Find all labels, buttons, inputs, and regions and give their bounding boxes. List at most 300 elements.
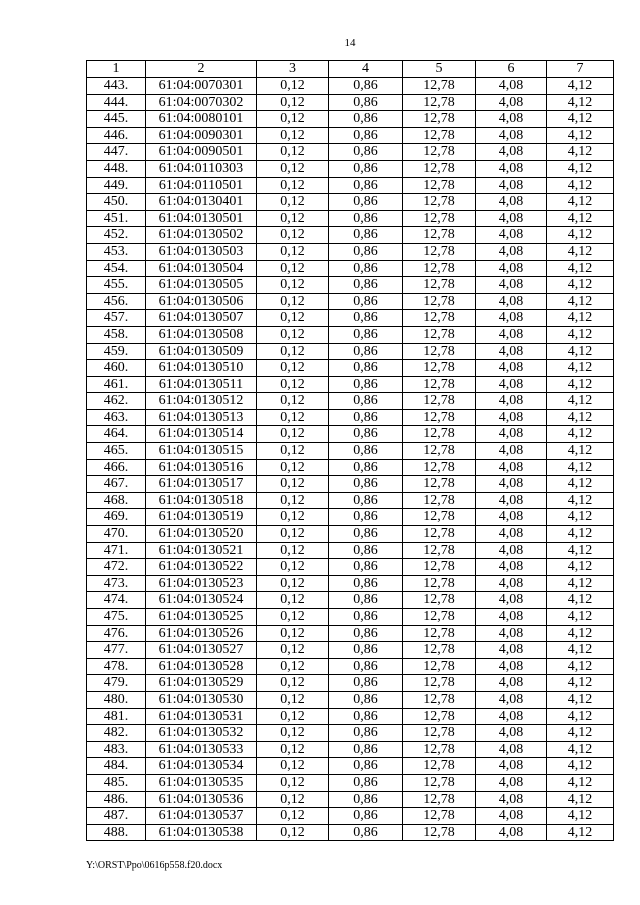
table-cell: 12,78 xyxy=(403,194,476,211)
table-row xyxy=(87,78,614,95)
table-cell: 12,78 xyxy=(403,708,476,725)
table-cell: 0,12 xyxy=(257,708,329,725)
table-cell: 0,12 xyxy=(257,393,329,410)
table-cell: 461. xyxy=(87,376,146,393)
table-row xyxy=(87,227,614,244)
table-cell: 12,78 xyxy=(403,509,476,526)
table-cell: 4,08 xyxy=(476,277,547,294)
table-cell: 4,12 xyxy=(547,376,614,393)
data-table xyxy=(86,60,614,841)
table-cell: 4,08 xyxy=(476,691,547,708)
table-cell: 12,78 xyxy=(403,691,476,708)
table-cell: 0,86 xyxy=(329,177,403,194)
table-cell: 0,86 xyxy=(329,277,403,294)
table-cell: 4,12 xyxy=(547,625,614,642)
table-row xyxy=(87,824,614,841)
table-cell: 12,78 xyxy=(403,94,476,111)
table-cell: 4,08 xyxy=(476,625,547,642)
table-cell: 61:04:0080101 xyxy=(146,111,257,128)
table-cell: 12,78 xyxy=(403,824,476,841)
table-row xyxy=(87,111,614,128)
table-cell: 0,86 xyxy=(329,94,403,111)
table-cell: 12,78 xyxy=(403,376,476,393)
table-cell: 0,86 xyxy=(329,741,403,758)
table-cell: 0,86 xyxy=(329,144,403,161)
table-cell: 4,08 xyxy=(476,741,547,758)
table-cell: 12,78 xyxy=(403,542,476,559)
table-cell: 12,78 xyxy=(403,675,476,692)
table-cell: 61:04:0130510 xyxy=(146,360,257,377)
table-cell: 0,86 xyxy=(329,443,403,460)
table-cell: 0,12 xyxy=(257,509,329,526)
table-cell: 0,12 xyxy=(257,609,329,626)
table-cell: 4,12 xyxy=(547,443,614,460)
table-cell: 0,86 xyxy=(329,343,403,360)
table-cell: 477. xyxy=(87,642,146,659)
table-cell: 4,08 xyxy=(476,343,547,360)
table-cell: 12,78 xyxy=(403,592,476,609)
table-cell: 0,12 xyxy=(257,625,329,642)
table-cell: 4,12 xyxy=(547,542,614,559)
table-cell: 465. xyxy=(87,443,146,460)
table-cell: 12,78 xyxy=(403,526,476,543)
table-cell: 12,78 xyxy=(403,409,476,426)
column-header: 1 xyxy=(87,61,146,78)
table-cell: 463. xyxy=(87,409,146,426)
table-row xyxy=(87,443,614,460)
table-cell: 0,12 xyxy=(257,194,329,211)
table-cell: 12,78 xyxy=(403,111,476,128)
table-row xyxy=(87,360,614,377)
table-cell: 4,08 xyxy=(476,774,547,791)
table-cell: 0,12 xyxy=(257,575,329,592)
table-cell: 4,12 xyxy=(547,708,614,725)
table-header xyxy=(87,61,614,78)
table-cell: 12,78 xyxy=(403,277,476,294)
table-cell: 61:04:0130526 xyxy=(146,625,257,642)
table-cell: 12,78 xyxy=(403,310,476,327)
table-cell: 0,12 xyxy=(257,758,329,775)
table-cell: 486. xyxy=(87,791,146,808)
table-cell: 455. xyxy=(87,277,146,294)
table-cell: 4,12 xyxy=(547,609,614,626)
table-cell: 61:04:0130514 xyxy=(146,426,257,443)
table-cell: 4,12 xyxy=(547,774,614,791)
table-cell: 61:04:0130524 xyxy=(146,592,257,609)
table-cell: 4,08 xyxy=(476,376,547,393)
table-cell: 4,08 xyxy=(476,642,547,659)
table-cell: 12,78 xyxy=(403,177,476,194)
table-cell: 61:04:0070301 xyxy=(146,78,257,95)
table-cell: 4,08 xyxy=(476,127,547,144)
table-cell: 4,12 xyxy=(547,476,614,493)
table-row xyxy=(87,542,614,559)
table-row xyxy=(87,409,614,426)
table-cell: 4,12 xyxy=(547,808,614,825)
table-cell: 4,12 xyxy=(547,758,614,775)
table-row xyxy=(87,260,614,277)
table-cell: 4,08 xyxy=(476,210,547,227)
table-cell: 0,86 xyxy=(329,609,403,626)
table-cell: 0,86 xyxy=(329,725,403,742)
table-cell: 0,12 xyxy=(257,559,329,576)
table-cell: 61:04:0130516 xyxy=(146,459,257,476)
table-cell: 0,86 xyxy=(329,675,403,692)
table-cell: 4,08 xyxy=(476,443,547,460)
table-cell: 467. xyxy=(87,476,146,493)
table-row xyxy=(87,658,614,675)
table-cell: 4,08 xyxy=(476,658,547,675)
table-cell: 0,12 xyxy=(257,78,329,95)
table-cell: 4,08 xyxy=(476,310,547,327)
table-cell: 61:04:0130518 xyxy=(146,492,257,509)
table-cell: 472. xyxy=(87,559,146,576)
table-cell: 12,78 xyxy=(403,741,476,758)
table-cell: 4,12 xyxy=(547,127,614,144)
table-cell: 0,12 xyxy=(257,592,329,609)
table-row xyxy=(87,675,614,692)
table-cell: 0,86 xyxy=(329,243,403,260)
table-cell: 0,12 xyxy=(257,94,329,111)
table-cell: 451. xyxy=(87,210,146,227)
table-cell: 0,86 xyxy=(329,808,403,825)
table-row xyxy=(87,691,614,708)
table-row xyxy=(87,725,614,742)
table-cell: 4,12 xyxy=(547,675,614,692)
table-cell: 4,12 xyxy=(547,243,614,260)
column-header: 7 xyxy=(547,61,614,78)
table-cell: 0,86 xyxy=(329,127,403,144)
table-cell: 4,12 xyxy=(547,509,614,526)
table-cell: 0,86 xyxy=(329,393,403,410)
table-cell: 12,78 xyxy=(403,127,476,144)
table-cell: 0,12 xyxy=(257,774,329,791)
table-row xyxy=(87,393,614,410)
table-cell: 0,86 xyxy=(329,227,403,244)
table-cell: 469. xyxy=(87,509,146,526)
table-cell: 4,08 xyxy=(476,78,547,95)
table-cell: 61:04:0090501 xyxy=(146,144,257,161)
table-row xyxy=(87,791,614,808)
table-cell: 0,12 xyxy=(257,791,329,808)
table-cell: 0,12 xyxy=(257,227,329,244)
table-cell: 0,12 xyxy=(257,243,329,260)
table-cell: 61:04:0130511 xyxy=(146,376,257,393)
table-cell: 4,12 xyxy=(547,227,614,244)
table-cell: 61:04:0110303 xyxy=(146,160,257,177)
column-header: 6 xyxy=(476,61,547,78)
table-cell: 0,12 xyxy=(257,476,329,493)
page-number: 14 xyxy=(344,37,356,49)
table-cell: 4,08 xyxy=(476,409,547,426)
table-cell: 0,86 xyxy=(329,509,403,526)
table-cell: 0,86 xyxy=(329,160,403,177)
table-cell: 450. xyxy=(87,194,146,211)
table-cell: 4,08 xyxy=(476,725,547,742)
table-row xyxy=(87,144,614,161)
table-cell: 0,86 xyxy=(329,642,403,659)
table-cell: 61:04:0130509 xyxy=(146,343,257,360)
table-cell: 0,12 xyxy=(257,144,329,161)
table-row xyxy=(87,376,614,393)
table-cell: 456. xyxy=(87,293,146,310)
table-cell: 447. xyxy=(87,144,146,161)
table-cell: 4,12 xyxy=(547,459,614,476)
table-cell: 4,12 xyxy=(547,78,614,95)
table-cell: 12,78 xyxy=(403,808,476,825)
table-cell: 12,78 xyxy=(403,758,476,775)
table-cell: 4,12 xyxy=(547,343,614,360)
table-cell: 4,12 xyxy=(547,111,614,128)
table-cell: 61:04:0130523 xyxy=(146,575,257,592)
table-cell: 0,86 xyxy=(329,658,403,675)
table-cell: 0,12 xyxy=(257,691,329,708)
table-cell: 485. xyxy=(87,774,146,791)
table-cell: 4,12 xyxy=(547,526,614,543)
table-cell: 61:04:0070302 xyxy=(146,94,257,111)
table-cell: 474. xyxy=(87,592,146,609)
table-cell: 0,86 xyxy=(329,409,403,426)
table-cell: 481. xyxy=(87,708,146,725)
table-cell: 61:04:0130536 xyxy=(146,791,257,808)
table-cell: 61:04:0110501 xyxy=(146,177,257,194)
table-row xyxy=(87,575,614,592)
table-row xyxy=(87,277,614,294)
table-cell: 0,86 xyxy=(329,476,403,493)
table-cell: 4,08 xyxy=(476,559,547,576)
table-cell: 61:04:0130513 xyxy=(146,409,257,426)
table-cell: 12,78 xyxy=(403,609,476,626)
table-cell: 0,12 xyxy=(257,310,329,327)
table-cell: 4,12 xyxy=(547,492,614,509)
table-cell: 0,86 xyxy=(329,791,403,808)
table-row xyxy=(87,177,614,194)
table-cell: 0,12 xyxy=(257,642,329,659)
table-cell: 0,12 xyxy=(257,725,329,742)
table-cell: 61:04:0130532 xyxy=(146,725,257,742)
table-cell: 4,08 xyxy=(476,94,547,111)
table-cell: 61:04:0130508 xyxy=(146,326,257,343)
table-cell: 12,78 xyxy=(403,725,476,742)
table-cell: 0,12 xyxy=(257,177,329,194)
table-cell: 4,08 xyxy=(476,293,547,310)
table-cell: 12,78 xyxy=(403,625,476,642)
table-cell: 4,08 xyxy=(476,791,547,808)
table-cell: 0,86 xyxy=(329,194,403,211)
table-cell: 0,86 xyxy=(329,559,403,576)
table-cell: 0,86 xyxy=(329,426,403,443)
table-cell: 61:04:0130507 xyxy=(146,310,257,327)
table-cell: 61:04:0130534 xyxy=(146,758,257,775)
table-cell: 61:04:0090301 xyxy=(146,127,257,144)
table-cell: 0,12 xyxy=(257,293,329,310)
table-cell: 61:04:0130515 xyxy=(146,443,257,460)
table-row xyxy=(87,642,614,659)
table-cell: 4,12 xyxy=(547,725,614,742)
table-cell: 12,78 xyxy=(403,243,476,260)
table-cell: 61:04:0130519 xyxy=(146,509,257,526)
table-row xyxy=(87,559,614,576)
table-cell: 12,78 xyxy=(403,227,476,244)
table-cell: 4,08 xyxy=(476,393,547,410)
table-cell: 473. xyxy=(87,575,146,592)
table-cell: 4,08 xyxy=(476,476,547,493)
table-cell: 4,12 xyxy=(547,360,614,377)
table-cell: 480. xyxy=(87,691,146,708)
table-cell: 61:04:0130506 xyxy=(146,293,257,310)
table-cell: 4,12 xyxy=(547,160,614,177)
table-cell: 61:04:0130525 xyxy=(146,609,257,626)
table-cell: 4,12 xyxy=(547,210,614,227)
table-row xyxy=(87,758,614,775)
table-cell: 12,78 xyxy=(403,476,476,493)
table-cell: 478. xyxy=(87,658,146,675)
table-cell: 12,78 xyxy=(403,393,476,410)
table-cell: 0,86 xyxy=(329,260,403,277)
table-row xyxy=(87,741,614,758)
table-cell: 476. xyxy=(87,625,146,642)
table-cell: 4,08 xyxy=(476,708,547,725)
table-cell: 0,86 xyxy=(329,708,403,725)
table-cell: 468. xyxy=(87,492,146,509)
table-cell: 0,12 xyxy=(257,277,329,294)
table-cell: 459. xyxy=(87,343,146,360)
table-cell: 444. xyxy=(87,94,146,111)
table-cell: 452. xyxy=(87,227,146,244)
table-cell: 4,08 xyxy=(476,808,547,825)
table-cell: 479. xyxy=(87,675,146,692)
table-cell: 0,86 xyxy=(329,326,403,343)
table-cell: 0,86 xyxy=(329,293,403,310)
table-cell: 443. xyxy=(87,78,146,95)
table-cell: 0,12 xyxy=(257,376,329,393)
table-cell: 484. xyxy=(87,758,146,775)
table-cell: 12,78 xyxy=(403,791,476,808)
table-cell: 488. xyxy=(87,824,146,841)
column-header: 5 xyxy=(403,61,476,78)
table-cell: 471. xyxy=(87,542,146,559)
table-cell: 4,08 xyxy=(476,160,547,177)
table-cell: 4,12 xyxy=(547,326,614,343)
table-cell: 4,12 xyxy=(547,592,614,609)
table-cell: 4,08 xyxy=(476,111,547,128)
table-cell: 0,12 xyxy=(257,426,329,443)
table-cell: 0,12 xyxy=(257,526,329,543)
table-row xyxy=(87,708,614,725)
column-header: 4 xyxy=(329,61,403,78)
table-cell: 0,86 xyxy=(329,824,403,841)
table-row xyxy=(87,526,614,543)
table-cell: 4,12 xyxy=(547,94,614,111)
table-cell: 0,86 xyxy=(329,360,403,377)
table-cell: 4,08 xyxy=(476,326,547,343)
table-cell: 0,12 xyxy=(257,459,329,476)
table-cell: 4,12 xyxy=(547,559,614,576)
table-row xyxy=(87,459,614,476)
table-cell: 12,78 xyxy=(403,774,476,791)
table-cell: 12,78 xyxy=(403,326,476,343)
table-cell: 12,78 xyxy=(403,260,476,277)
table-cell: 4,12 xyxy=(547,691,614,708)
table-cell: 487. xyxy=(87,808,146,825)
table-cell: 4,08 xyxy=(476,575,547,592)
table-cell: 4,12 xyxy=(547,575,614,592)
table-cell: 4,12 xyxy=(547,177,614,194)
table-cell: 475. xyxy=(87,609,146,626)
table-cell: 12,78 xyxy=(403,360,476,377)
table-cell: 61:04:0130505 xyxy=(146,277,257,294)
table-cell: 12,78 xyxy=(403,658,476,675)
table-cell: 0,86 xyxy=(329,111,403,128)
table-cell: 61:04:0130535 xyxy=(146,774,257,791)
table-row xyxy=(87,210,614,227)
table-cell: 0,12 xyxy=(257,824,329,841)
table-cell: 0,86 xyxy=(329,758,403,775)
table-cell: 4,08 xyxy=(476,824,547,841)
table-cell: 4,08 xyxy=(476,260,547,277)
table-row xyxy=(87,426,614,443)
table-cell: 12,78 xyxy=(403,160,476,177)
table-cell: 464. xyxy=(87,426,146,443)
table-cell: 0,12 xyxy=(257,658,329,675)
table-cell: 4,12 xyxy=(547,642,614,659)
table-cell: 61:04:0130531 xyxy=(146,708,257,725)
table-cell: 4,12 xyxy=(547,393,614,410)
table-cell: 4,12 xyxy=(547,144,614,161)
table-cell: 12,78 xyxy=(403,575,476,592)
table-cell: 0,86 xyxy=(329,774,403,791)
table-row xyxy=(87,194,614,211)
table-cell: 0,12 xyxy=(257,210,329,227)
table-row xyxy=(87,343,614,360)
table-cell: 0,12 xyxy=(257,675,329,692)
table-cell: 4,12 xyxy=(547,293,614,310)
table-cell: 0,86 xyxy=(329,492,403,509)
table-cell: 0,12 xyxy=(257,343,329,360)
table-row xyxy=(87,808,614,825)
table-cell: 4,08 xyxy=(476,177,547,194)
table-cell: 0,12 xyxy=(257,326,329,343)
table-cell: 0,12 xyxy=(257,808,329,825)
table-cell: 61:04:0130504 xyxy=(146,260,257,277)
table-cell: 12,78 xyxy=(403,459,476,476)
table-cell: 12,78 xyxy=(403,443,476,460)
table-cell: 61:04:0130527 xyxy=(146,642,257,659)
table-cell: 12,78 xyxy=(403,293,476,310)
table-row xyxy=(87,609,614,626)
table-cell: 482. xyxy=(87,725,146,742)
table-cell: 61:04:0130530 xyxy=(146,691,257,708)
table-cell: 453. xyxy=(87,243,146,260)
table-cell: 462. xyxy=(87,393,146,410)
table-cell: 61:04:0130501 xyxy=(146,210,257,227)
table-header-row xyxy=(87,61,614,78)
table-cell: 483. xyxy=(87,741,146,758)
table-cell: 0,86 xyxy=(329,575,403,592)
table-cell: 0,86 xyxy=(329,691,403,708)
table-cell: 12,78 xyxy=(403,144,476,161)
table-cell: 61:04:0130529 xyxy=(146,675,257,692)
table-row xyxy=(87,326,614,343)
table-cell: 4,08 xyxy=(476,194,547,211)
table-cell: 61:04:0130533 xyxy=(146,741,257,758)
table-cell: 0,12 xyxy=(257,360,329,377)
table-cell: 12,78 xyxy=(403,492,476,509)
table-cell: 4,08 xyxy=(476,227,547,244)
table-cell: 0,12 xyxy=(257,127,329,144)
table-cell: 0,86 xyxy=(329,625,403,642)
table-cell: 61:04:0130517 xyxy=(146,476,257,493)
